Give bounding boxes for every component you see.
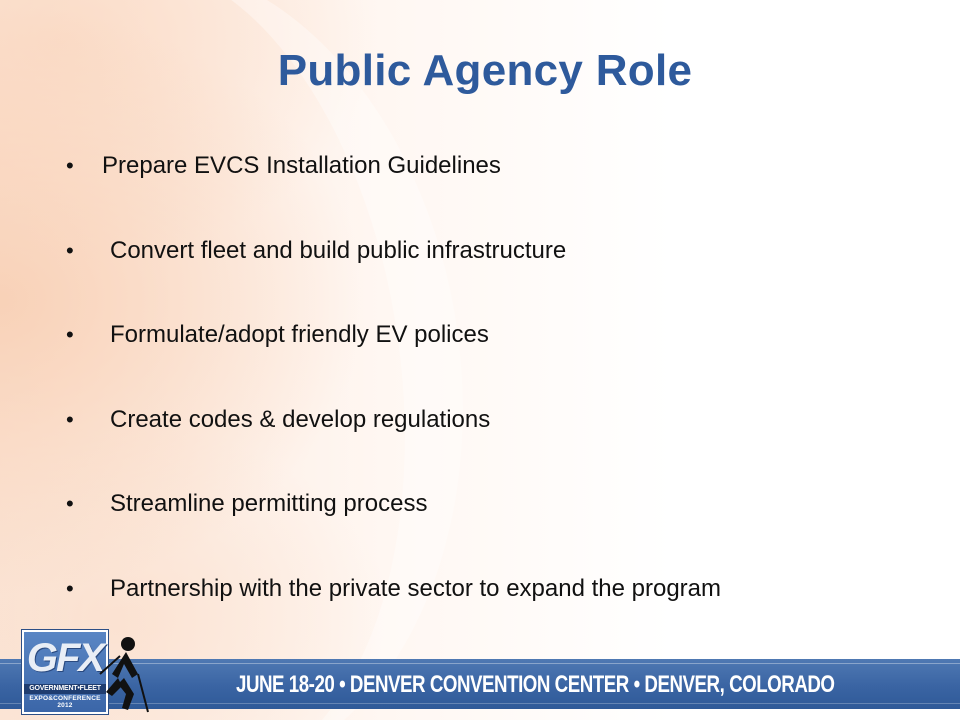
bullet-item [66, 293, 946, 378]
bullet-text: Formulate/adopt friendly EV polices [110, 321, 489, 349]
bullet-icon: • [66, 491, 74, 517]
slide-title: Public Agency Role [277, 46, 693, 95]
bullet-icon: • [66, 322, 74, 348]
logo-subtitle-line2: EXPO&CONFERENCE 2012 [29, 695, 101, 709]
bullet-item [66, 462, 946, 547]
bullet-icon: • [66, 575, 74, 601]
bullet-text: Streamline permitting process [110, 490, 428, 518]
bullet-list [66, 124, 946, 631]
running-man-icon [98, 634, 150, 714]
gfx-logo [22, 630, 108, 714]
logo-subtitle-line1: GOVERNMENT•FLEET [24, 684, 106, 694]
bullet-item [66, 547, 946, 632]
bullet-text: Convert fleet and build public infrastructure [110, 236, 567, 264]
bullet-icon: • [66, 406, 74, 432]
bullet-icon: • [66, 153, 74, 179]
bullet-text: Partnership with the private sector to expand the program [110, 574, 721, 602]
bullet-icon: • [66, 237, 74, 263]
bullet-text: Create codes & develop regulations [110, 405, 491, 433]
bullet-item [66, 209, 946, 294]
bullet-text: Prepare EVCS Installation Guidelines [102, 152, 501, 180]
logo-main-text: GFX [26, 636, 104, 680]
footer-banner-text: JUNE 18-20 • DENVER CONVENTION CENTER • DENVER, COLORADO [236, 671, 835, 698]
bullet-item [66, 124, 946, 209]
bullet-item [66, 378, 946, 463]
